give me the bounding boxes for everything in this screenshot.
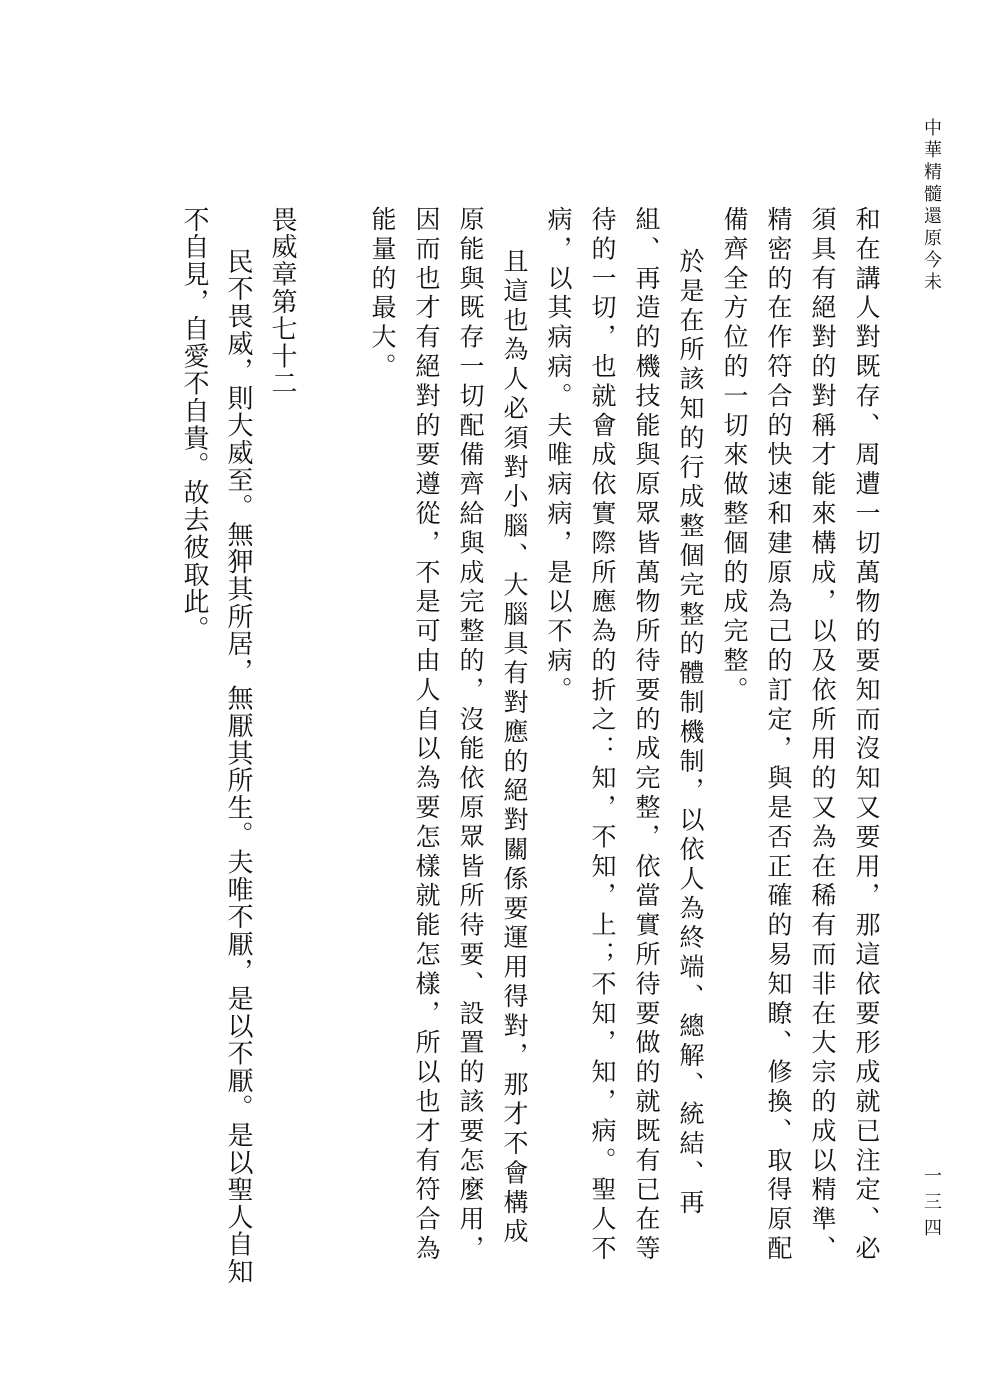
chapter-title: 畏威章第七十二	[267, 206, 297, 398]
text-column: 組、再造的機技能與原眾皆萬物所待要的成完整，依當實所待要做的就既有已在等	[632, 206, 661, 1265]
text-column: 且這也為人必須對小腦、大腦具有對應的絕對關係要運用得對，那才不會構成	[500, 248, 529, 1248]
classic-text-column: 民不畏威，則大威至。無狎其所居，無厭其所生。夫唯不厭，是以不厭。是以聖人自知	[223, 248, 253, 1286]
text-column: 病，以其病病。夫唯病病，是以不病。	[544, 206, 573, 706]
text-column: 須具有絕對的對稱才能來構成，以及依所用的又為在稀有而非在大宗的成以精準、	[808, 206, 837, 1265]
text-column: 於是在所該知的行成整個完整的體制機制，以依人為終端、總解、統結、再	[676, 248, 705, 1219]
text-column: 精密的在作符合的快速和建原為己的訂定，與是否正確的易知瞭、修換、取得原配	[764, 206, 793, 1265]
book-title: 中華精髓還原今未	[921, 118, 942, 294]
text-column: 和在講人對既存、周遭一切萬物的要知而沒知又要用，那這依要形成就已注定、必	[852, 206, 881, 1265]
text-column: 因而也才有絕對的要遵從，不是可由人自以為要怎樣就能怎樣，所以也才有符合為	[412, 206, 441, 1265]
text-column: 原能與既存一切配備齊給與成完整的，沒能依原眾皆所待要、設置的該要怎麼用，	[456, 206, 485, 1265]
text-column: 備齊全方位的一切來做整個的成完整。	[720, 206, 749, 706]
page-number: 一三四	[921, 1166, 942, 1244]
classic-text-column: 不自見，自愛不自貴。故去彼取此。	[179, 206, 209, 643]
text-column: 待的一切，也就會成依實際所應為的折之：知，不知，上；不知，知，病。聖人不	[588, 206, 617, 1265]
text-column: 能量的最大。	[368, 206, 397, 383]
